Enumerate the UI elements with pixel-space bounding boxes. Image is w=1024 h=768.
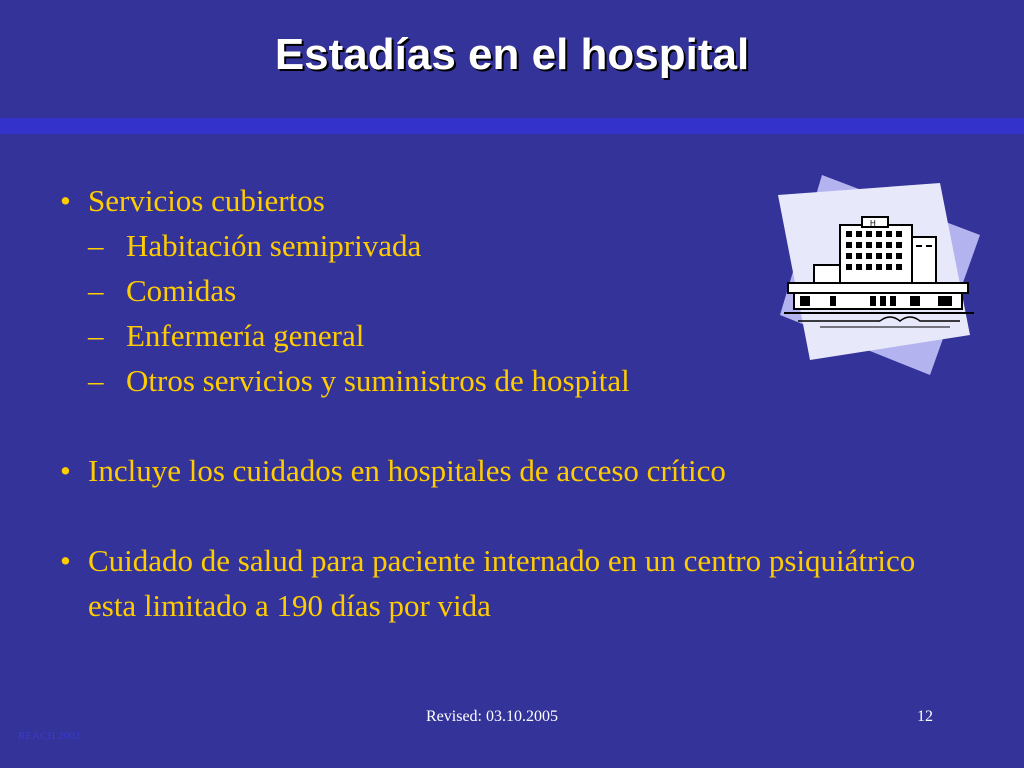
title-divider [0,118,1024,134]
svg-text:H: H [870,219,876,228]
sub-bullet-text: Enfermería general [126,318,365,353]
footer-organization: REACH 2002 [18,730,81,742]
bullet-item [60,448,920,493]
title-bar [0,0,1024,118]
page-number: 12 [917,708,933,725]
bullet-mark: • [60,453,71,488]
spacer [60,403,920,448]
bullet-item [60,538,920,628]
hospital-building-icon [770,165,990,380]
sub-bullet-text: Otros servicios y suministros de hospital [126,363,630,398]
bullet-mark: • [60,543,71,578]
slide-title: Estadías en el hospital [274,30,750,79]
bullet-text: Cuidado de salud para paciente internado en un centro psiquiátrico esta limitado a 190 días por vida [88,543,916,623]
sub-bullet-mark: – [88,228,104,263]
sub-bullet-mark: – [88,273,104,308]
spacer [60,493,920,538]
sub-bullet-mark: – [88,363,104,398]
bullet-mark: • [60,183,71,218]
sub-bullet-mark: – [88,318,104,353]
sub-bullet-text: Habitación semiprivada [126,228,422,263]
bullet-text: Incluye los cuidados en hospitales de acceso crítico [88,453,726,488]
bullet-text: Servicios cubiertos [88,183,325,218]
sub-bullet-text: Comidas [126,273,237,308]
revised-date: Revised: 03.10.2005 [426,708,558,725]
